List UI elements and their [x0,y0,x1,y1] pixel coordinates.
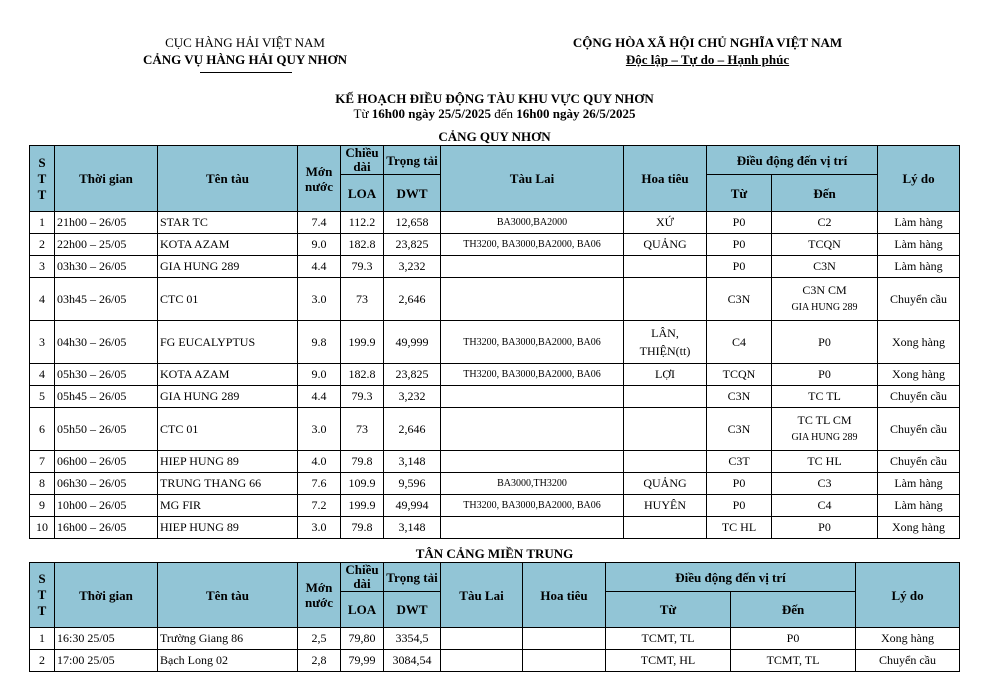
tug-cell [441,650,523,672]
time-cell: 16:30 25/05 [55,628,158,650]
dwt-cell: 3,148 [384,517,441,539]
table-row [30,256,960,278]
ship-name-cell: CTC 01 [158,408,298,451]
dwt-cell: 23,825 [384,364,441,386]
col-to: Đến [772,175,878,212]
time-cell: 03h30 – 26/05 [55,256,158,278]
col-from: Từ [606,592,731,628]
table-row [30,234,960,256]
col-move: Điều động đến vị trí [606,563,856,592]
to-cell: P0 [772,517,878,539]
table-row [30,451,960,473]
tug-cell: TH3200, BA3000,BA2000, BA06 [441,364,624,386]
tug-cell: TH3200, BA3000,BA2000, BA06 [441,495,624,517]
from-cell: TCQN [707,364,772,386]
tug-cell [441,628,523,650]
draft-cell: 7.4 [298,212,341,234]
loa-cell: 73 [341,278,384,321]
national-motto: Độc lập – Tự do – Hạnh phúc [625,52,790,67]
tug-cell: TH3200, BA3000,BA2000, BA06 [441,234,624,256]
time-cell: 05h30 – 26/05 [55,364,158,386]
col-draft: Mớn nước [298,563,341,628]
loa-cell: 79,99 [341,650,384,672]
document-title: KẾ HOẠCH ĐIỀU ĐỘNG TÀU KHU VỰC QUY NHƠN [335,91,654,106]
dwt-cell: 49,999 [384,321,441,364]
stt-cell: 4 [30,278,55,321]
draft-cell: 3.0 [298,278,341,321]
loa-cell: 79.3 [341,256,384,278]
col-loa: LOA [341,175,384,212]
pilot-cell [624,408,707,451]
tug-cell [441,408,624,451]
ship-name-cell: KOTA AZAM [158,364,298,386]
reason-cell: Chuyển cầu [878,278,960,321]
dwt-cell: 12,658 [384,212,441,234]
from-cell: TCMT, TL [606,628,731,650]
pilot-cell-line2: THIỆN(tt) [639,344,691,358]
to-cell: P0 [772,321,878,364]
time-cell: 10h00 – 26/05 [55,495,158,517]
section1-title: CẢNG QUY NHƠN [438,129,551,144]
pilot-cell: XỨ [624,212,707,234]
time-cell: 05h45 – 26/05 [55,386,158,408]
time-cell: 16h00 – 26/05 [55,517,158,539]
to-cell: TCQN [772,234,878,256]
table-row [30,321,960,364]
reason-cell: Xong hàng [878,517,960,539]
col-stt: S T T [30,146,55,212]
ship-name-cell: HIEP HUNG 89 [158,451,298,473]
draft-cell: 3.0 [298,517,341,539]
time-cell: 04h30 – 26/05 [55,321,158,364]
to-cell-line2: GIA HUNG 289 [791,302,858,313]
schedule-table-quy-nhon [29,145,960,539]
tug-cell: BA3000,TH3200 [441,473,624,495]
col-dwt: DWT [384,175,441,212]
stt-cell: 8 [30,473,55,495]
dwt-cell: 3,232 [384,256,441,278]
col-pilot: Hoa tiêu [523,563,606,628]
draft-cell: 4.0 [298,451,341,473]
agency-name: CẢNG VỤ HÀNG HẢI QUY NHƠN [142,52,348,67]
pilot-cell [624,517,707,539]
draft-cell: 3.0 [298,408,341,451]
stt-cell: 3 [30,256,55,278]
to-cell: P0 [731,628,856,650]
table-row [30,278,960,321]
tug-cell [441,256,624,278]
pilot-cell [624,451,707,473]
stt-cell: 1 [30,628,55,650]
document-period [0,106,989,122]
pilot-cell-line1: LÂN, [651,326,679,340]
from-cell: C4 [707,321,772,364]
draft-cell: 4.4 [298,386,341,408]
pilot-cell: LỢI [624,364,707,386]
dwt-cell: 2,646 [384,278,441,321]
col-stt: S T T [30,563,55,628]
pilot-cell [523,650,606,672]
pilot-cell [624,321,707,364]
col-tonnage: Trọng tải [384,563,441,592]
draft-cell: 2,8 [298,650,341,672]
dwt-cell: 9,596 [384,473,441,495]
loa-cell: 199.9 [341,495,384,517]
to-cell: C3N [772,256,878,278]
reason-cell: Xong hàng [878,321,960,364]
tug-cell [441,386,624,408]
pilot-cell: QUẢNG [624,473,707,495]
pilot-cell [624,386,707,408]
to-cell-line1: TC TL CM [797,413,852,427]
pilot-cell [624,278,707,321]
from-cell: P0 [707,495,772,517]
loa-cell: 112.2 [341,212,384,234]
agency-parent: CỤC HÀNG HẢI VIỆT NAM [165,35,325,50]
col-to: Đến [731,592,856,628]
draft-cell: 7.6 [298,473,341,495]
to-cell [772,408,878,451]
to-cell-line2: GIA HUNG 289 [791,432,858,443]
schedule-table-tan-cang [29,562,960,672]
col-ship: Tên tàu [158,146,298,212]
stt-cell: 6 [30,408,55,451]
col-tonnage: Trọng tải [384,146,441,175]
reason-cell: Làm hàng [878,234,960,256]
draft-cell: 9.0 [298,364,341,386]
to-cell [772,278,878,321]
col-draft: Mớn nước [298,146,341,212]
stt-cell: 3 [30,321,55,364]
loa-cell: 182.8 [341,234,384,256]
from-cell: P0 [707,256,772,278]
from-cell: C3N [707,278,772,321]
col-time: Thời gian [55,146,158,212]
dwt-cell: 2,646 [384,408,441,451]
time-cell: 03h45 – 26/05 [55,278,158,321]
period-to: 16h00 ngày 26/5/2025 [516,106,636,121]
pilot-cell: QUẢNG [624,234,707,256]
to-cell: TCMT, TL [731,650,856,672]
time-cell: 05h50 – 26/05 [55,408,158,451]
ship-name-cell: TRUNG THANG 66 [158,473,298,495]
reason-cell: Chuyển cầu [878,408,960,451]
period-from-prefix: Từ [353,106,372,121]
header-divider [200,72,292,73]
table-row [30,408,960,451]
stt-cell: 2 [30,650,55,672]
period-from: 16h00 ngày 25/5/2025 [371,106,491,121]
from-cell: C3N [707,386,772,408]
ship-name-cell: CTC 01 [158,278,298,321]
ship-name-cell: KOTA AZAM [158,234,298,256]
from-cell: P0 [707,234,772,256]
tug-cell [441,278,624,321]
from-cell: P0 [707,473,772,495]
to-cell: C3 [772,473,878,495]
dwt-cell: 49,994 [384,495,441,517]
from-cell: TC HL [707,517,772,539]
tug-cell: TH3200, BA3000,BA2000, BA06 [441,321,624,364]
schedule-rows [30,212,960,539]
loa-cell: 79.3 [341,386,384,408]
ship-name-cell: Bạch Long 02 [158,650,298,672]
pilot-cell [624,256,707,278]
from-cell: C3N [707,408,772,451]
draft-cell: 9.0 [298,234,341,256]
period-mid: đến [490,106,517,121]
stt-cell: 4 [30,364,55,386]
table-row [30,517,960,539]
ship-name-cell: HIEP HUNG 89 [158,517,298,539]
col-reason: Lý do [856,563,960,628]
dwt-cell: 3354,5 [384,628,441,650]
from-cell: TCMT, HL [606,650,731,672]
draft-cell: 4.4 [298,256,341,278]
col-loa: LOA [341,592,384,628]
national-title: CỘNG HÒA XÃ HỘI CHỦ NGHĨA VIỆT NAM [572,35,843,50]
from-cell: C3T [707,451,772,473]
reason-cell: Chuyển cầu [878,386,960,408]
ship-name-cell: STAR TC [158,212,298,234]
loa-cell: 199.9 [341,321,384,364]
dwt-cell: 3,232 [384,386,441,408]
schedule-rows [30,628,960,672]
table-row [30,628,960,650]
stt-cell: 2 [30,234,55,256]
reason-cell: Làm hàng [878,212,960,234]
to-cell: C4 [772,495,878,517]
reason-cell: Làm hàng [878,473,960,495]
stt-cell: 5 [30,386,55,408]
col-ship: Tên tàu [158,563,298,628]
time-cell: 06h00 – 26/05 [55,451,158,473]
section2-title: TÂN CẢNG MIỀN TRUNG [415,546,574,561]
table-row [30,364,960,386]
ship-name-cell: MG FIR [158,495,298,517]
time-cell: 21h00 – 26/05 [55,212,158,234]
reason-cell: Chuyển cầu [856,650,960,672]
draft-cell: 2,5 [298,628,341,650]
table-row [30,473,960,495]
loa-cell: 79.8 [341,451,384,473]
dwt-cell: 3084,54 [384,650,441,672]
loa-cell: 79,80 [341,628,384,650]
ship-name-cell: GIA HUNG 289 [158,256,298,278]
from-cell: P0 [707,212,772,234]
loa-cell: 79.8 [341,517,384,539]
ship-name-cell: FG EUCALYPTUS [158,321,298,364]
col-length: Chiều dài [341,563,384,592]
ship-name-cell: GIA HUNG 289 [158,386,298,408]
tug-cell [441,517,624,539]
col-tug: Tàu Lai [441,146,624,212]
reason-cell: Làm hàng [878,256,960,278]
col-from: Từ [707,175,772,212]
table-row [30,495,960,517]
col-pilot: Hoa tiêu [624,146,707,212]
loa-cell: 109.9 [341,473,384,495]
loa-cell: 182.8 [341,364,384,386]
to-cell: P0 [772,364,878,386]
stt-cell: 1 [30,212,55,234]
col-time: Thời gian [55,563,158,628]
to-cell: TC HL [772,451,878,473]
reason-cell: Xong hàng [878,364,960,386]
pilot-cell: HUYÊN [624,495,707,517]
reason-cell: Làm hàng [878,495,960,517]
reason-cell: Xong hàng [856,628,960,650]
col-move: Điều động đến vị trí [707,146,878,175]
col-reason: Lý do [878,146,960,212]
draft-cell: 9.8 [298,321,341,364]
col-length: Chiều dài [341,146,384,175]
dwt-cell: 3,148 [384,451,441,473]
table-row [30,212,960,234]
pilot-cell [523,628,606,650]
ship-name-cell: Trường Giang 86 [158,628,298,650]
table-row [30,650,960,672]
table-row [30,386,960,408]
col-tug: Tàu Lai [441,563,523,628]
national-header [535,34,880,68]
reason-cell: Chuyển cầu [878,451,960,473]
col-dwt: DWT [384,592,441,628]
agency-header [120,34,370,68]
time-cell: 22h00 – 25/05 [55,234,158,256]
tug-cell [441,451,624,473]
stt-cell: 7 [30,451,55,473]
stt-cell: 9 [30,495,55,517]
to-cell-line1: C3N CM [802,283,847,297]
draft-cell: 7.2 [298,495,341,517]
loa-cell: 73 [341,408,384,451]
stt-cell: 10 [30,517,55,539]
time-cell: 06h30 – 26/05 [55,473,158,495]
to-cell: TC TL [772,386,878,408]
to-cell: C2 [772,212,878,234]
time-cell: 17:00 25/05 [55,650,158,672]
tug-cell: BA3000,BA2000 [441,212,624,234]
dwt-cell: 23,825 [384,234,441,256]
